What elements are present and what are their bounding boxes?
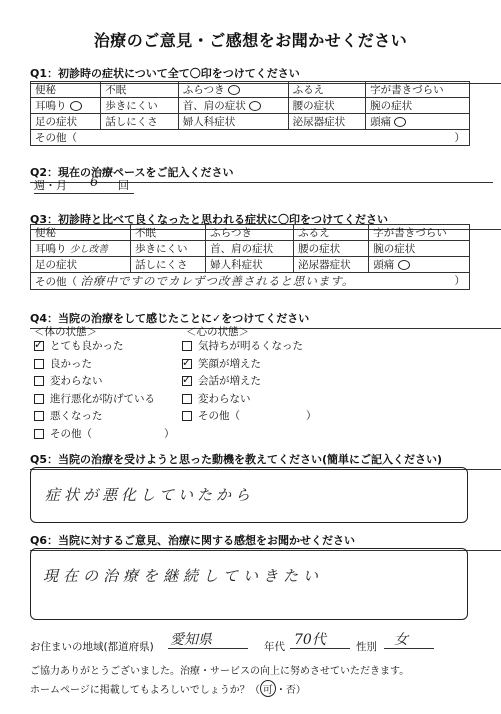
circle-mark-icon xyxy=(249,101,261,111)
q1-heading: Q1：初診時の症状について全て〇印をつけてください xyxy=(30,67,300,80)
checkbox-item[interactable]: 変わらない xyxy=(34,373,174,391)
q1-cell[interactable]: 婦人科症状 xyxy=(178,114,288,130)
checkbox-item[interactable]: ✓とても良かった xyxy=(34,338,174,356)
checkbox-item[interactable]: ✓笑顔が増えた xyxy=(182,356,312,374)
q3-cell[interactable]: 婦人科症状 xyxy=(206,257,294,273)
circle-mark-icon xyxy=(398,260,410,270)
sex-value: 女 xyxy=(394,632,408,648)
checkbox-checked-icon[interactable] xyxy=(182,359,192,369)
q2-pace-value: 6 xyxy=(90,175,99,190)
q4-mind-list xyxy=(182,338,317,426)
checkbox-item[interactable]: ✓会話が増えた xyxy=(182,373,312,391)
checkbox-icon[interactable] xyxy=(34,429,44,439)
permission-question: ホームページに掲載してもよろしいでしょうか？（ 可 ・否） xyxy=(30,680,306,697)
page-title: 治療のご意見・ご感想をお聞かせください xyxy=(93,31,408,50)
table-row xyxy=(31,82,470,98)
q3-heading: Q3：初診時と比べて良くなったと思われる症状に〇印をつけてください xyxy=(30,213,389,226)
checkbox-item[interactable]: その他（ ） xyxy=(182,408,312,426)
sex-label: 性別 xyxy=(356,641,377,653)
q5-answer-box[interactable] xyxy=(30,467,468,523)
q1-symptom-table xyxy=(30,81,470,146)
q3-cell[interactable]: 泌尿器症状 xyxy=(294,257,369,273)
q3-cell[interactable]: ふらつき xyxy=(206,225,294,241)
q1-cell[interactable]: 腕の症状 xyxy=(366,98,470,114)
q1-cell[interactable]: 耳鳴り xyxy=(31,98,101,114)
checkbox-icon[interactable] xyxy=(34,359,44,369)
checkbox-item[interactable]: 進行悪化が防げている xyxy=(34,391,174,409)
q3-tinnitus-note: 少し改善 xyxy=(69,244,108,255)
q3-cell[interactable]: 耳鳴り 少し改善 xyxy=(31,241,131,257)
q1-cell[interactable]: ふるえ xyxy=(288,82,365,98)
age-label: 年代 xyxy=(264,641,285,653)
checkbox-checked-icon[interactable] xyxy=(182,376,192,386)
checkbox-icon[interactable] xyxy=(182,394,192,404)
q1-cell[interactable]: 歩きにくい xyxy=(101,98,178,114)
q4-heading: Q4：当院の治療をして感じたことに✓をつけてください xyxy=(30,312,310,325)
checkbox-item[interactable]: 悪くなった xyxy=(34,408,174,426)
table-row xyxy=(31,241,470,257)
q2-pace-field[interactable]: 週・月 6 回 xyxy=(34,177,134,194)
q3-other-answer: 治療中ですのでカレずつ改善されると思います。 xyxy=(80,274,355,288)
q3-cell[interactable]: 頭痛 xyxy=(369,257,470,273)
table-row xyxy=(31,98,470,114)
q5-heading: Q5：当院の治療を受けようと思った動機を教えてください(簡単にご記入ください) xyxy=(30,453,443,466)
q1-other-cell[interactable]: その他（ ） xyxy=(31,130,470,146)
q4-body-heading: ＜体の状態＞ xyxy=(34,326,97,338)
q1-cell[interactable]: 首、肩の症状 xyxy=(178,98,288,114)
q6-heading: Q6：当院に対するご意見、治療に関する感想をお聞かせください xyxy=(30,534,356,547)
thanks-message: ご協力ありがとうございました。治療・サービスの向上に努めさせていただきます。 xyxy=(30,666,410,677)
permission-no-option[interactable]: 否 xyxy=(285,685,296,696)
q3-other-cell[interactable]: その他（ 治療中ですのでカレずつ改善されると思います。 ） xyxy=(31,273,470,290)
permission-yes-option[interactable]: 可 xyxy=(260,680,276,697)
region-field[interactable] xyxy=(168,630,248,649)
q3-cell[interactable]: 腕の症状 xyxy=(369,241,470,257)
q2-heading: Q2：現在の治療ペースをご記入ください xyxy=(30,166,234,179)
q3-cell[interactable]: 便秘 xyxy=(31,225,131,241)
q6-answer-box[interactable] xyxy=(30,548,468,620)
q1-cell[interactable]: 頭痛 xyxy=(366,114,470,130)
checkbox-icon[interactable] xyxy=(34,376,44,386)
q1-cell[interactable]: 字が書きづらい xyxy=(366,82,470,98)
q1-cell[interactable]: 足の症状 xyxy=(31,114,101,130)
checkbox-icon[interactable] xyxy=(34,394,44,404)
q3-cell[interactable]: 不眠 xyxy=(131,225,206,241)
q1-cell[interactable]: ふらつき xyxy=(178,82,288,98)
checkbox-item[interactable]: その他（ ） xyxy=(34,426,174,444)
q3-cell[interactable]: 歩きにくい xyxy=(131,241,206,257)
q1-cell[interactable]: 便秘 xyxy=(31,82,101,98)
checkbox-icon[interactable] xyxy=(34,411,44,421)
checkbox-item[interactable]: 気持ちが明るくなった xyxy=(182,338,312,356)
q3-cell[interactable]: ふるえ xyxy=(294,225,369,241)
checkbox-icon[interactable] xyxy=(182,411,192,421)
checkbox-icon[interactable] xyxy=(182,341,192,351)
checkbox-item[interactable]: 良かった xyxy=(34,356,174,374)
region-value: 愛知県 xyxy=(170,632,212,648)
q4-mind-heading: ＜心の状態＞ xyxy=(186,326,249,338)
sex-field[interactable] xyxy=(384,630,434,649)
q3-cell[interactable]: 首、肩の症状 xyxy=(206,241,294,257)
circle-mark-icon xyxy=(394,117,406,127)
checkbox-item[interactable]: 変わらない xyxy=(182,391,312,409)
checkbox-checked-icon[interactable] xyxy=(34,341,44,351)
q3-cell[interactable]: 話しにくさ xyxy=(131,257,206,273)
q6-answer: 現在の治療を継続していきたい xyxy=(43,567,324,585)
q4-body-list xyxy=(34,338,174,443)
circle-mark-icon xyxy=(228,85,240,95)
age-field[interactable] xyxy=(290,630,350,649)
q3-cell[interactable]: 字が書きづらい xyxy=(369,225,470,241)
table-row xyxy=(31,273,470,290)
q1-cell[interactable]: 腰の症状 xyxy=(288,98,365,114)
q5-answer: 症状が悪化していたから xyxy=(45,486,255,504)
table-row xyxy=(31,257,470,273)
age-value: 70代 xyxy=(294,632,326,648)
q3-symptom-table xyxy=(30,224,470,290)
table-row xyxy=(31,114,470,130)
q1-cell[interactable]: 話しにくさ xyxy=(101,114,178,130)
q3-cell[interactable]: 腰の症状 xyxy=(294,241,369,257)
q1-cell[interactable]: 泌尿器症状 xyxy=(288,114,365,130)
q1-cell[interactable]: 不眠 xyxy=(101,82,178,98)
circle-mark-icon xyxy=(70,101,82,111)
table-row xyxy=(31,130,470,146)
q3-cell[interactable]: 足の症状 xyxy=(31,257,131,273)
region-label: お住まいの地域(都道府県) xyxy=(30,641,154,653)
table-row xyxy=(31,225,470,241)
